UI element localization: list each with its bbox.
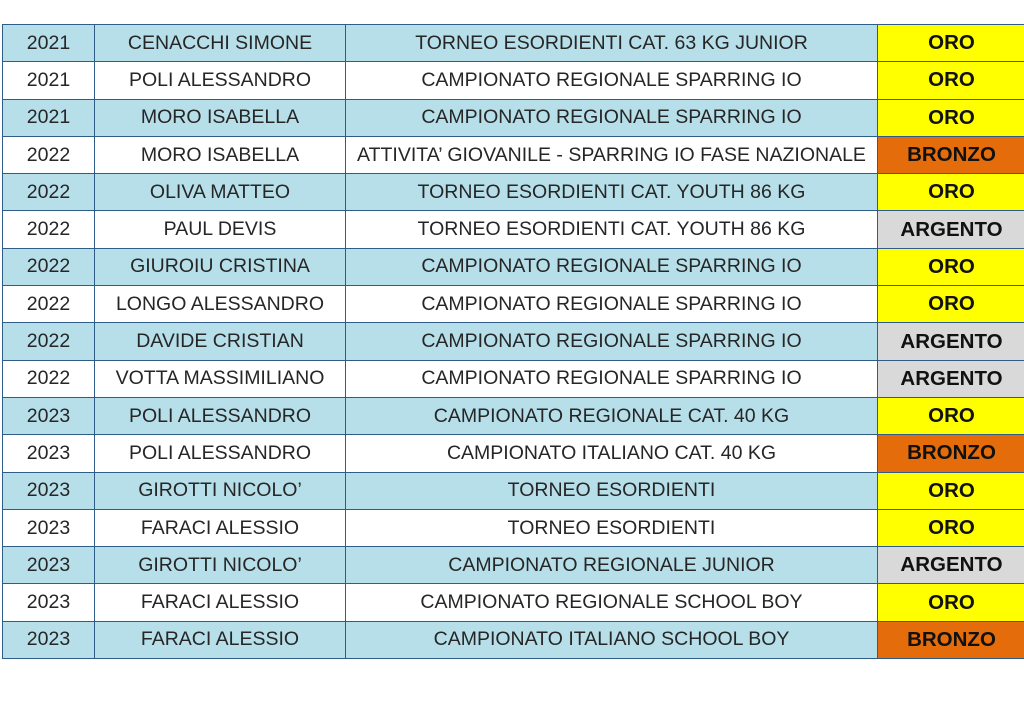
competition-cell: CAMPIONATO REGIONALE CAT. 40 KG <box>346 397 878 434</box>
year-cell: 2023 <box>3 584 95 621</box>
athlete-name-cell: LONGO ALESSANDRO <box>95 286 346 323</box>
table-row <box>3 286 1024 323</box>
table-row <box>3 435 1024 472</box>
competition-cell: TORNEO ESORDIENTI CAT. 63 KG JUNIOR <box>346 25 878 62</box>
medal-cell: ARGENTO <box>878 211 1024 248</box>
table-row <box>3 509 1024 546</box>
medal-cell: ARGENTO <box>878 323 1024 360</box>
competition-cell: CAMPIONATO REGIONALE SPARRING IO <box>346 323 878 360</box>
medal-cell: BRONZO <box>878 136 1024 173</box>
medal-cell: ARGENTO <box>878 360 1024 397</box>
athlete-name-cell: POLI ALESSANDRO <box>95 62 346 99</box>
year-cell: 2022 <box>3 174 95 211</box>
year-cell: 2023 <box>3 509 95 546</box>
athlete-name-cell: GIUROIU CRISTINA <box>95 248 346 285</box>
athlete-name-cell: FARACI ALESSIO <box>95 621 346 658</box>
medal-cell: ORO <box>878 62 1024 99</box>
table-row <box>3 174 1024 211</box>
year-cell: 2021 <box>3 99 95 136</box>
athlete-name-cell: MORO ISABELLA <box>95 136 346 173</box>
table-row <box>3 621 1024 658</box>
competition-cell: CAMPIONATO REGIONALE SPARRING IO <box>346 62 878 99</box>
table-row <box>3 397 1024 434</box>
table-row <box>3 248 1024 285</box>
year-cell: 2022 <box>3 323 95 360</box>
table-row <box>3 360 1024 397</box>
athlete-name-cell: POLI ALESSANDRO <box>95 435 346 472</box>
competition-cell: CAMPIONATO REGIONALE JUNIOR <box>346 547 878 584</box>
year-cell: 2023 <box>3 435 95 472</box>
athlete-name-cell: VOTTA MASSIMILIANO <box>95 360 346 397</box>
medal-cell: ORO <box>878 397 1024 434</box>
year-cell: 2023 <box>3 547 95 584</box>
athlete-name-cell: MORO ISABELLA <box>95 99 346 136</box>
medal-cell: ORO <box>878 286 1024 323</box>
competition-cell: CAMPIONATO ITALIANO SCHOOL BOY <box>346 621 878 658</box>
competition-cell: CAMPIONATO ITALIANO CAT. 40 KG <box>346 435 878 472</box>
year-cell: 2022 <box>3 286 95 323</box>
table-row <box>3 211 1024 248</box>
medal-cell: ORO <box>878 174 1024 211</box>
results-table <box>2 24 1024 659</box>
year-cell: 2023 <box>3 621 95 658</box>
athlete-name-cell: DAVIDE CRISTIAN <box>95 323 346 360</box>
competition-cell: TORNEO ESORDIENTI CAT. YOUTH 86 KG <box>346 211 878 248</box>
athlete-name-cell: FARACI ALESSIO <box>95 509 346 546</box>
table-row <box>3 547 1024 584</box>
year-cell: 2022 <box>3 136 95 173</box>
competition-cell: TORNEO ESORDIENTI CAT. YOUTH 86 KG <box>346 174 878 211</box>
year-cell: 2022 <box>3 248 95 285</box>
medal-cell: BRONZO <box>878 621 1024 658</box>
table-row <box>3 62 1024 99</box>
table-row <box>3 584 1024 621</box>
competition-cell: CAMPIONATO REGIONALE SPARRING IO <box>346 286 878 323</box>
competition-cell: CAMPIONATO REGIONALE SPARRING IO <box>346 99 878 136</box>
medal-cell: BRONZO <box>878 435 1024 472</box>
athlete-name-cell: CENACCHI SIMONE <box>95 25 346 62</box>
athlete-name-cell: FARACI ALESSIO <box>95 584 346 621</box>
competition-cell: TORNEO ESORDIENTI <box>346 509 878 546</box>
table-row <box>3 25 1024 62</box>
competition-cell: TORNEO ESORDIENTI <box>346 472 878 509</box>
year-cell: 2022 <box>3 360 95 397</box>
year-cell: 2022 <box>3 211 95 248</box>
athlete-name-cell: OLIVA MATTEO <box>95 174 346 211</box>
medal-cell: ORO <box>878 25 1024 62</box>
competition-cell: ATTIVITA’ GIOVANILE - SPARRING IO FASE NAZIONALE <box>346 136 878 173</box>
year-cell: 2023 <box>3 472 95 509</box>
medal-cell: ORO <box>878 99 1024 136</box>
medal-cell: ORO <box>878 509 1024 546</box>
athlete-name-cell: PAUL DEVIS <box>95 211 346 248</box>
table-row <box>3 472 1024 509</box>
medal-cell: ORO <box>878 248 1024 285</box>
results-table-body <box>3 25 1024 659</box>
table-row <box>3 136 1024 173</box>
athlete-name-cell: POLI ALESSANDRO <box>95 397 346 434</box>
table-row <box>3 99 1024 136</box>
medal-cell: ORO <box>878 584 1024 621</box>
medal-cell: ORO <box>878 472 1024 509</box>
year-cell: 2021 <box>3 25 95 62</box>
table-row <box>3 323 1024 360</box>
year-cell: 2023 <box>3 397 95 434</box>
competition-cell: CAMPIONATO REGIONALE SPARRING IO <box>346 248 878 285</box>
competition-cell: CAMPIONATO REGIONALE SCHOOL BOY <box>346 584 878 621</box>
medal-cell: ARGENTO <box>878 547 1024 584</box>
competition-cell: CAMPIONATO REGIONALE SPARRING IO <box>346 360 878 397</box>
athlete-name-cell: GIROTTI NICOLO’ <box>95 547 346 584</box>
year-cell: 2021 <box>3 62 95 99</box>
athlete-name-cell: GIROTTI NICOLO’ <box>95 472 346 509</box>
